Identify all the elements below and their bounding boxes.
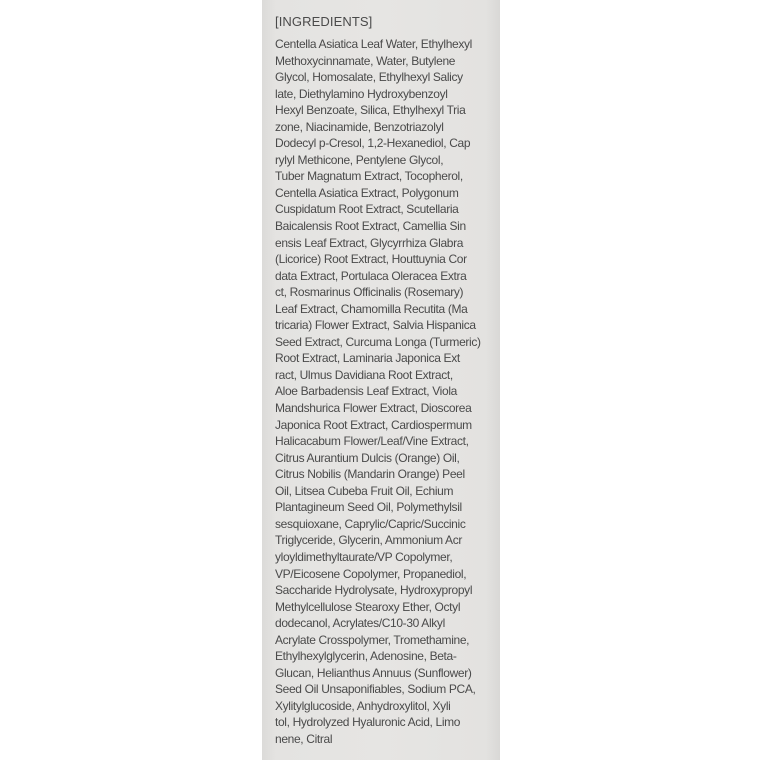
ingredient-line: Citrus Nobilis (Mandarin Orange) Peel	[275, 467, 465, 482]
ingredient-line: Cuspidatum Root Extract, Scutellaria	[275, 202, 459, 217]
ingredient-line: Methylcellulose Stearoxy Ether, Octyl	[275, 599, 461, 614]
ingredient-line: sesquioxane, Caprylic/Capric/Succinic	[275, 516, 466, 531]
ingredient-lines	[275, 36, 488, 748]
ingredient-line: Tuber Magnatum Extract, Tocopherol,	[275, 169, 463, 184]
ingredient-line: ract, Ulmus Davidiana Root Extract,	[275, 367, 453, 382]
ingredient-line: Centella Asiatica Extract, Polygonum	[275, 185, 459, 200]
ingredient-line: Glycol, Homosalate, Ethylhexyl Salicy	[275, 70, 463, 85]
ingredient-line: Oil, Litsea Cubeba Fruit Oil, Echium	[275, 483, 454, 498]
ingredient-line: Ethylhexylglycerin, Adenosine, Beta-	[275, 649, 457, 664]
ingredient-line: Triglyceride, Glycerin, Ammonium Acr	[275, 533, 463, 548]
ingredient-line: Aloe Barbadensis Leaf Extract, Viola	[275, 384, 457, 399]
ingredient-line: Xylitylglucoside, Anhydroxylitol, Xyli	[275, 698, 451, 713]
ingredient-line: Plantagineum Seed Oil, Polymethylsil	[275, 500, 462, 515]
ingredient-list	[275, 13, 488, 748]
ingredient-line: Root Extract, Laminaria Japonica Ext	[275, 351, 460, 366]
ingredient-line: Saccharide Hydrolysate, Hydroxypropyl	[275, 583, 473, 598]
ingredient-line: Japonica Root Extract, Cardiospermum	[275, 417, 472, 432]
ingredient-line: ct, Rosmarinus Officinalis (Rosemary)	[275, 285, 464, 300]
ingredient-line: yloyldimethyltaurate/VP Copolymer,	[275, 549, 453, 564]
ingredient-line: tricaria) Flower Extract, Salvia Hispanica	[275, 318, 476, 333]
ingredient-line: nene, Citral	[275, 731, 333, 746]
ingredient-line: Glucan, Helianthus Annuus (Sunflower)	[275, 665, 472, 680]
ingredient-line: Halicacabum Flower/Leaf/Vine Extract,	[275, 434, 469, 449]
ingredient-line: zone, Niacinamide, Benzotriazolyl	[275, 119, 444, 134]
ingredient-line: Seed Extract, Curcuma Longa (Turmeric)	[275, 334, 481, 349]
ingredient-line: VP/Eicosene Copolymer, Propanediol,	[275, 566, 467, 581]
ingredient-line: Centella Asiatica Leaf Water, Ethylhexyl	[275, 37, 472, 51]
ingredient-line: Baicalensis Root Extract, Camellia Sin	[275, 219, 466, 234]
ingredient-line: Methoxycinnamate, Water, Butylene	[275, 53, 456, 68]
ingredient-line: Citrus Aurantium Dulcis (Orange) Oil,	[275, 450, 460, 465]
ingredient-line: Leaf Extract, Chamomilla Recutita (Ma	[275, 301, 468, 316]
ingredient-line: dodecanol, Acrylates/C10-30 Alkyl	[275, 616, 445, 631]
ingredient-line: ensis Leaf Extract, Glycyrrhiza Glabra	[275, 235, 464, 250]
ingredient-line: Seed Oil Unsaponifiables, Sodium PCA,	[275, 682, 476, 697]
ingredient-line: Mandshurica Flower Extract, Dioscorea	[275, 401, 472, 416]
ingredient-line: Dodecyl p-Cresol, 1,2-Hexanediol, Cap	[275, 136, 471, 151]
ingredients-heading: [INGREDIENTS]	[275, 14, 373, 29]
ingredient-line: late, Diethylamino Hydroxybenzoyl	[275, 86, 448, 101]
ingredient-line: tol, Hydrolyzed Hyaluronic Acid, Limo	[275, 715, 461, 730]
ingredient-line: data Extract, Portulaca Oleracea Extra	[275, 268, 467, 283]
ingredient-line: Acrylate Crosspolymer, Tromethamine,	[275, 632, 470, 647]
ingredient-line: Hexyl Benzoate, Silica, Ethylhexyl Tria	[275, 103, 466, 118]
ingredient-line: rylyl Methicone, Pentylene Glycol,	[275, 152, 444, 167]
ingredient-line: (Licorice) Root Extract, Houttuynia Cor	[275, 252, 467, 267]
